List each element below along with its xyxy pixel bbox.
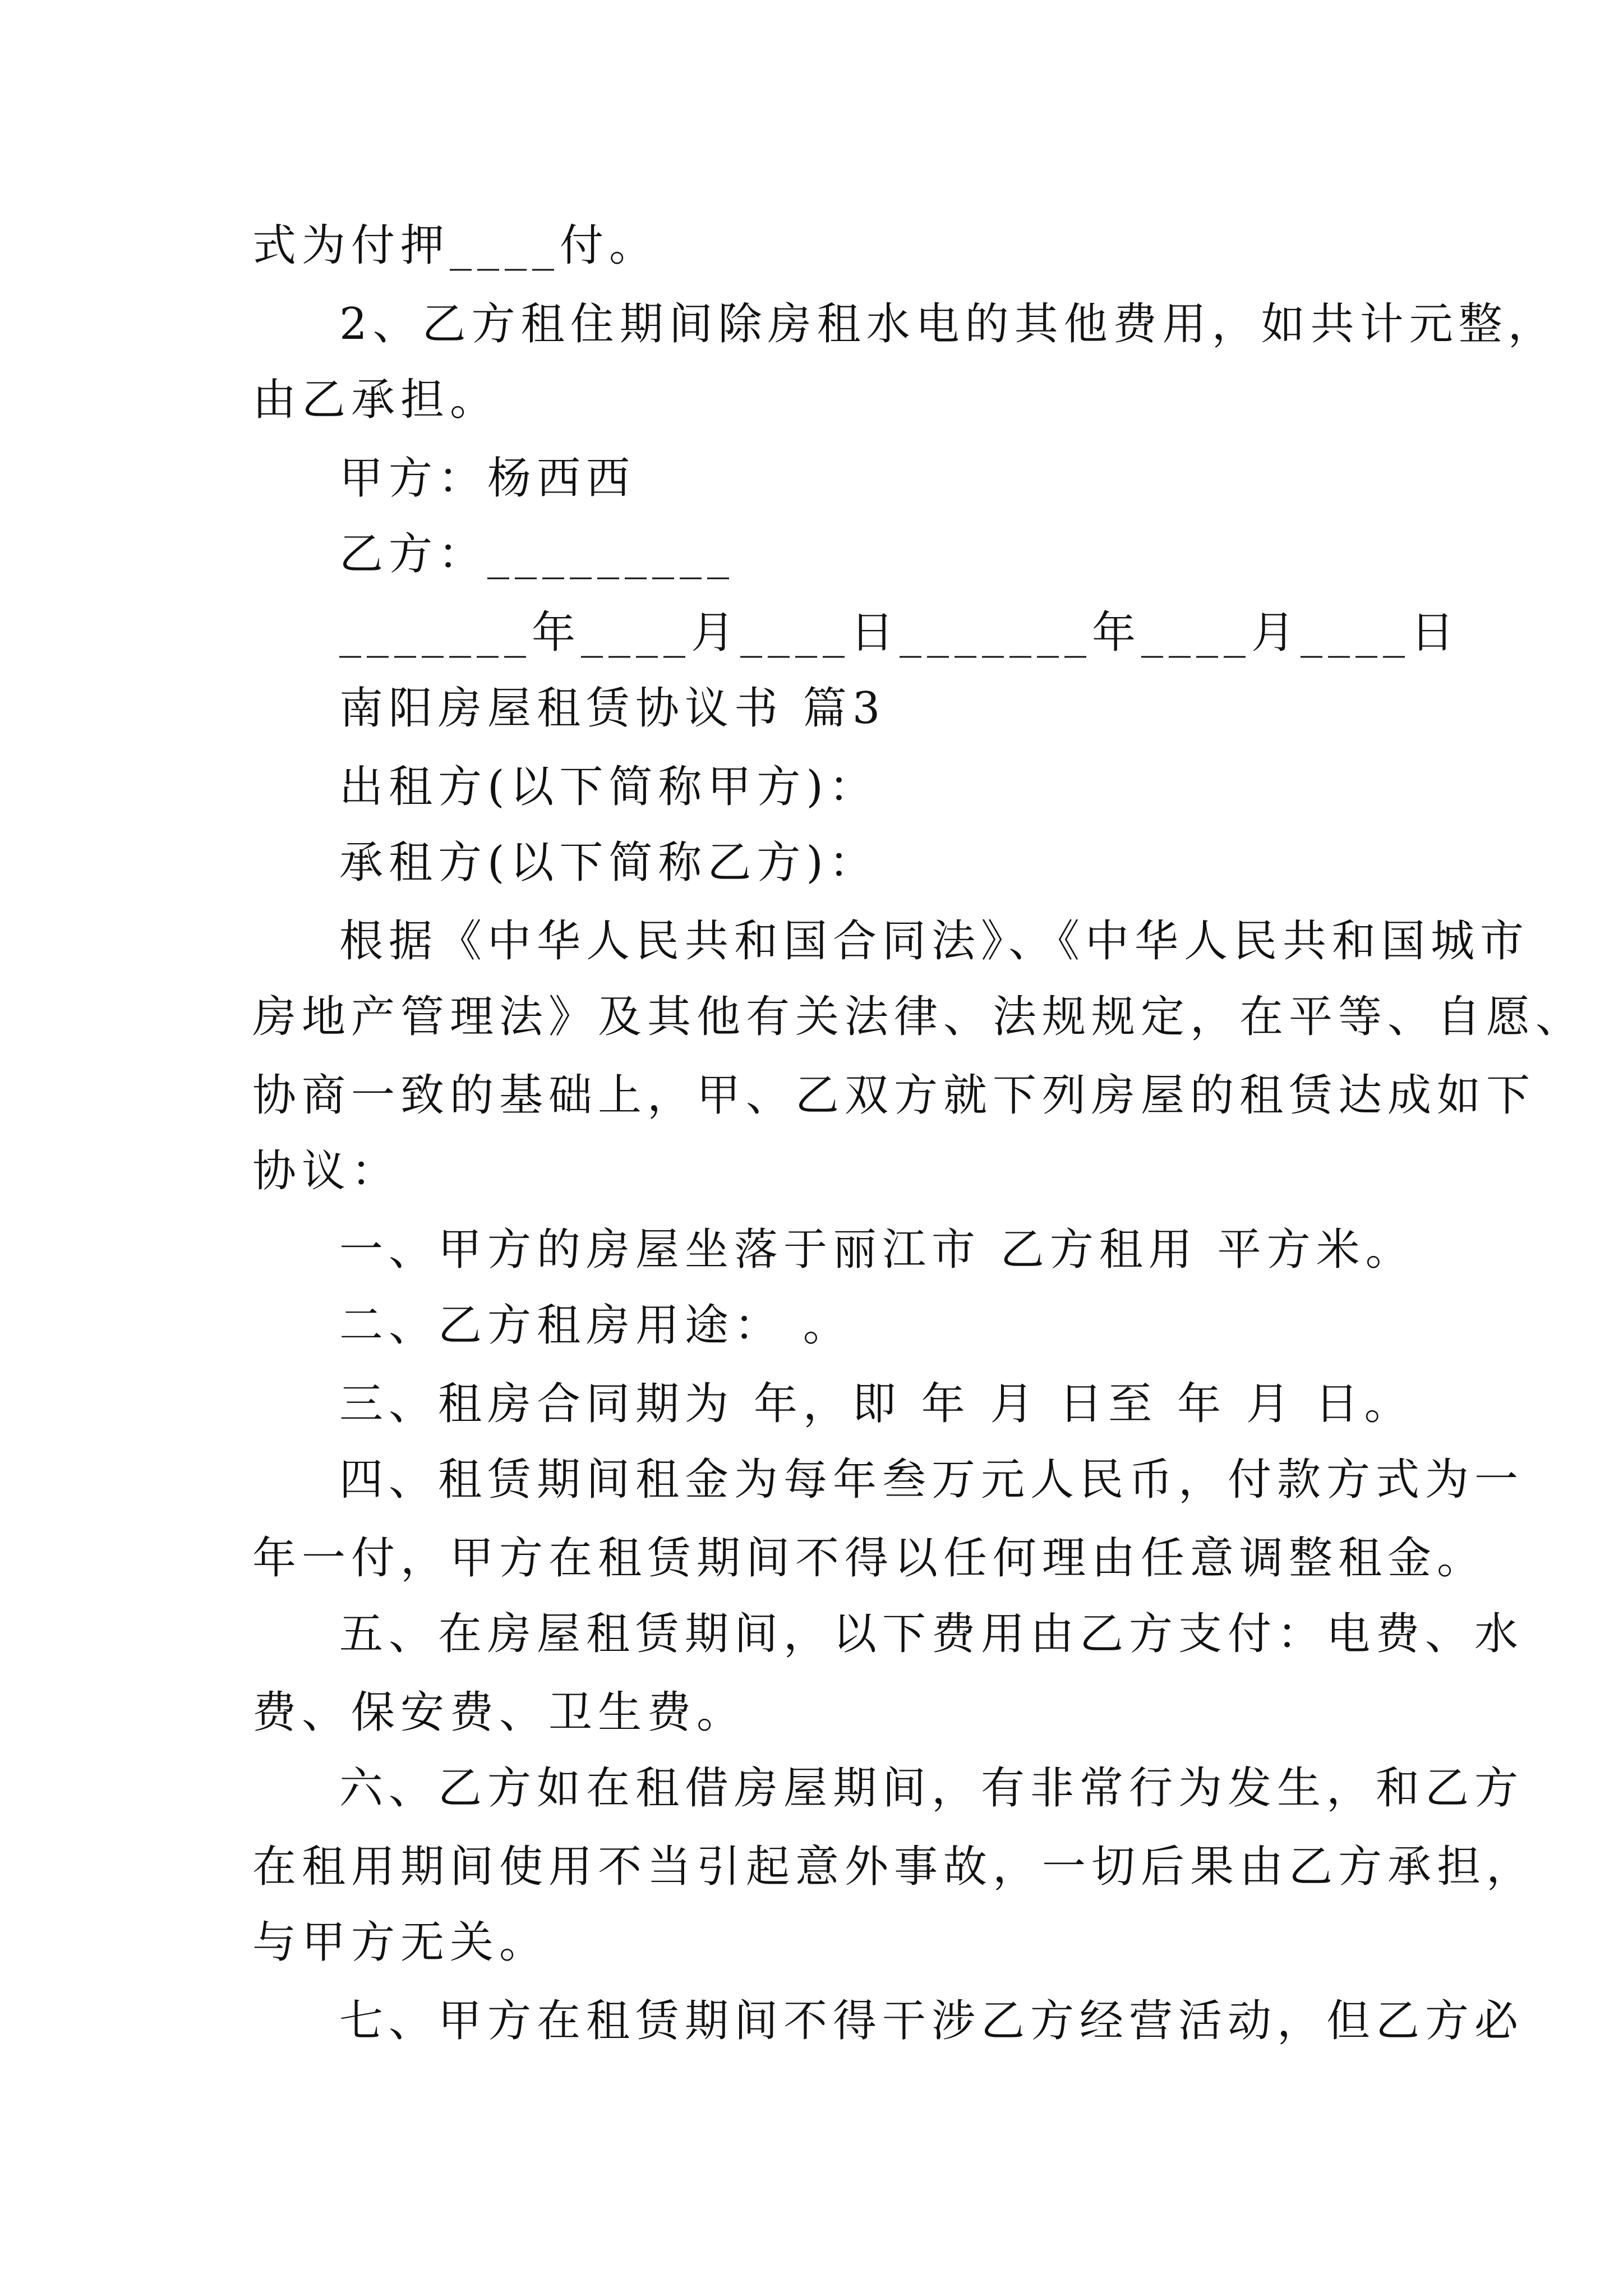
text-line: 协议： — [252, 1146, 401, 1197]
text-line: 乙方：_________ — [339, 529, 735, 579]
text-line: 年一付，甲方在租赁期间不得以任何理由任意调整租金。 — [252, 1533, 1487, 1584]
text-line: 四、租赁期间租金为每年叁万元人民币，付款方式为一 — [339, 1455, 1524, 1505]
text-line: 甲方：杨西西 — [339, 453, 636, 504]
text-line: 根据《中华人民共和国合同法》、《中华人民共和国城市 — [339, 916, 1530, 967]
text-line: 二、乙方租房用途： 。 — [339, 1300, 852, 1351]
section-heading: 南阳房屋租赁协议书 篇3 — [339, 683, 886, 734]
text-line: 由乙承担。 — [252, 375, 500, 425]
text-line: 房地产管理法》及其他有关法律、法规规定，在平等、自愿、 — [252, 992, 1585, 1042]
text-line: 式为付押____付。 — [252, 220, 659, 271]
text-line: 承租方(以下简称乙方)： — [339, 838, 878, 888]
text-line: 五、在房屋租赁期间，以下费用由乙方支付：电费、水 — [339, 1609, 1524, 1659]
text-line: 在租用期间使用不当引起意外事故，一切后果由乙方承担， — [252, 1842, 1536, 1892]
text-line: 七、甲方在租赁期间不得干涉乙方经营活动，但乙方必 — [339, 1996, 1524, 2046]
text-line: 六、乙方如在租借房屋期间，有非常行为发生，和乙方 — [339, 1763, 1524, 1814]
text-line: 协商一致的基础上，甲、乙双方就下列房屋的租赁达成如下 — [252, 1070, 1536, 1121]
text-line: 与甲方无关。 — [252, 1917, 549, 1968]
text-line: 三、租房合同期为 年，即 年 月 日至 年 月 日。 — [339, 1379, 1414, 1429]
text-line: 费、保安费、卫生费。 — [252, 1687, 746, 1738]
text-line: 2、乙方租住期间除房租水电的其他费用，如共计元整， — [339, 299, 1557, 349]
text-line: _______年____月____日_______年____月____日 — [339, 608, 1460, 658]
text-line: 出租方(以下简称甲方)： — [339, 762, 878, 812]
text-line: 一、甲方的房屋坐落于丽江市 乙方租用 平方米。 — [339, 1225, 1415, 1275]
